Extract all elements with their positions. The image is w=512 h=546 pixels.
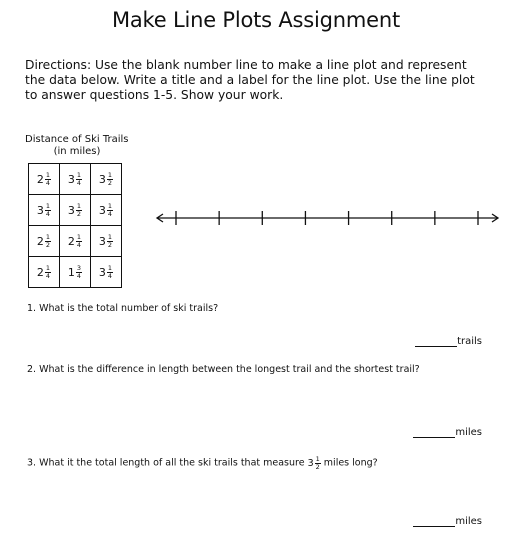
- mixed-number: [99, 203, 113, 218]
- question-3-numerator: 1: [315, 455, 320, 463]
- question-3: [27, 456, 378, 471]
- numerator: 3: [76, 263, 82, 272]
- whole-part: 3: [36, 203, 44, 217]
- question-2: 2. What is the difference in length between the longest trail and the shortest trail?: [27, 364, 420, 375]
- whole-part: 3: [67, 203, 75, 217]
- answer-2-blank[interactable]: [413, 426, 455, 438]
- numerator: 1: [107, 263, 113, 272]
- directions-text: Directions: Use the blank number line to make a line plot and represent the data below. Write a title and a label for the line plot. Use the line plot to answer questions 1-5. Show your work.: [25, 58, 475, 102]
- fraction: [76, 234, 82, 249]
- denominator: 2: [45, 240, 51, 249]
- numerator: 1: [107, 170, 113, 179]
- numerator: 1: [76, 201, 82, 210]
- mixed-number: [68, 203, 82, 218]
- whole-part: 2: [36, 265, 44, 279]
- answer-2: [413, 426, 482, 438]
- question-3-denominator: 2: [315, 463, 320, 471]
- denominator: 2: [107, 178, 113, 187]
- table-row: [29, 195, 122, 226]
- data-table: [28, 163, 122, 288]
- table-row: [29, 164, 122, 195]
- question-3-whole: 3: [307, 457, 314, 469]
- page-title: Make Line Plots Assignment: [111, 8, 401, 32]
- numerator: 1: [45, 201, 51, 210]
- whole-part: 2: [67, 234, 75, 248]
- denominator: 4: [76, 240, 82, 249]
- mixed-number: [37, 172, 51, 187]
- table-cell: [29, 164, 60, 195]
- table-row: [29, 226, 122, 257]
- answer-1-blank[interactable]: [415, 335, 457, 347]
- numerator: 1: [76, 170, 82, 179]
- fraction: [45, 203, 51, 218]
- fraction: [107, 172, 113, 187]
- table-cell: [29, 195, 60, 226]
- numerator: 1: [76, 232, 82, 241]
- question-1: 1. What is the total number of ski trails?: [27, 303, 219, 314]
- denominator: 4: [76, 178, 82, 187]
- mixed-number: [37, 265, 51, 280]
- denominator: 2: [76, 209, 82, 218]
- fraction: [76, 203, 82, 218]
- table-cell: [29, 226, 60, 257]
- question-3-text-end: miles long?: [320, 457, 378, 469]
- table-cell: [60, 195, 91, 226]
- whole-part: 3: [98, 203, 106, 217]
- fraction: [107, 203, 113, 218]
- denominator: 4: [76, 271, 82, 280]
- mixed-number: [99, 265, 113, 280]
- mixed-number: [37, 234, 51, 249]
- denominator: 2: [107, 240, 113, 249]
- mixed-number: [99, 172, 113, 187]
- fraction: [107, 234, 113, 249]
- table-cell: [91, 164, 122, 195]
- whole-part: 3: [98, 265, 106, 279]
- answer-1-unit: trails: [457, 336, 482, 347]
- whole-part: 3: [98, 234, 106, 248]
- mixed-number: [99, 234, 113, 249]
- numerator: 1: [45, 263, 51, 272]
- answer-3-unit: miles: [455, 516, 482, 527]
- fraction: [76, 172, 82, 187]
- whole-part: 3: [98, 172, 106, 186]
- mixed-number: [68, 172, 82, 187]
- number-line[interactable]: [155, 205, 505, 235]
- fraction: [76, 265, 82, 280]
- question-3-text-start: 3. What it the total length of all the ski trails that measure: [27, 457, 308, 469]
- numerator: 1: [107, 201, 113, 210]
- whole-part: 2: [36, 234, 44, 248]
- whole-part: 2: [36, 172, 44, 186]
- answer-3-blank[interactable]: [413, 515, 455, 527]
- mixed-number: [37, 203, 51, 218]
- table-cell: [29, 257, 60, 288]
- mixed-number: [68, 234, 82, 249]
- table-title-line1: Distance of Ski Trails: [25, 134, 129, 145]
- fraction: [107, 265, 113, 280]
- question-3-fraction: [308, 456, 321, 471]
- mixed-number: [68, 265, 82, 280]
- table-cell: [60, 226, 91, 257]
- fraction: [45, 234, 51, 249]
- table-cell: [60, 257, 91, 288]
- numerator: 1: [107, 232, 113, 241]
- table-title: [25, 134, 129, 158]
- fraction: [45, 265, 51, 280]
- table-cell: [91, 195, 122, 226]
- whole-part: 3: [67, 172, 75, 186]
- denominator: 4: [45, 178, 51, 187]
- numerator: 1: [45, 170, 51, 179]
- numerator: 1: [45, 232, 51, 241]
- answer-2-unit: miles: [455, 427, 482, 438]
- table-row: [29, 257, 122, 288]
- table-cell: [91, 226, 122, 257]
- denominator: 4: [107, 209, 113, 218]
- denominator: 4: [45, 271, 51, 280]
- whole-part: 1: [67, 265, 75, 279]
- answer-3: [413, 515, 482, 527]
- table-cell: [60, 164, 91, 195]
- table-cell: [91, 257, 122, 288]
- denominator: 4: [45, 209, 51, 218]
- answer-1: [415, 335, 482, 347]
- fraction: [45, 172, 51, 187]
- table-title-line2: (in miles): [53, 146, 101, 157]
- denominator: 4: [107, 271, 113, 280]
